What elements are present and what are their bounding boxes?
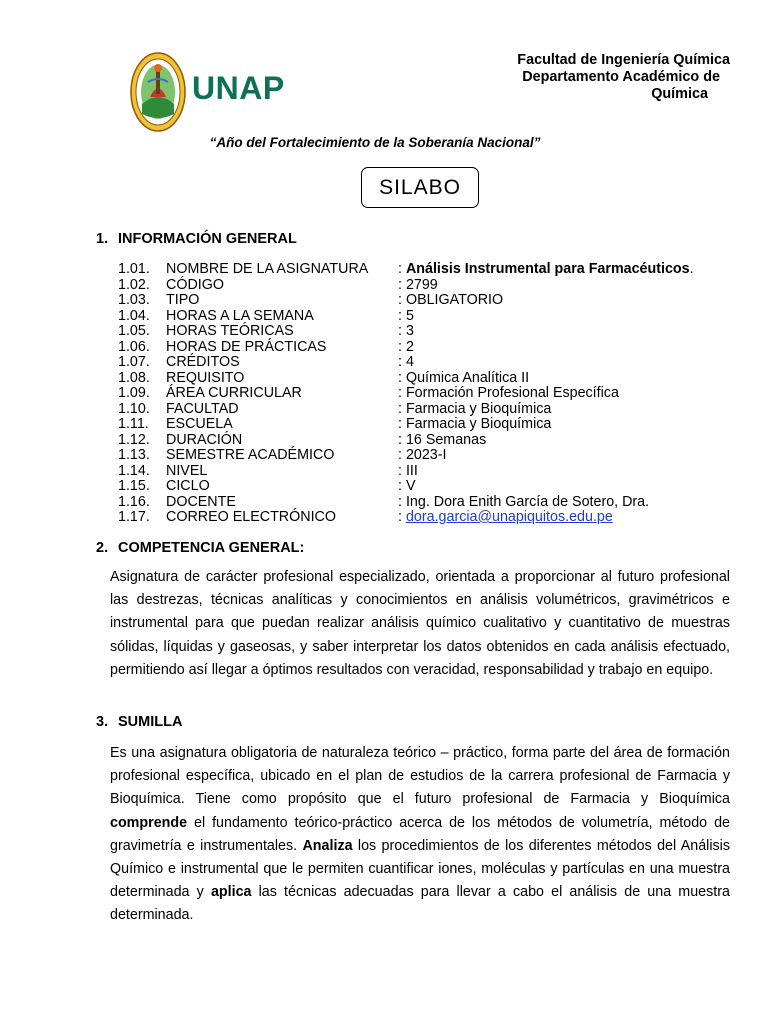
general-info-table (118, 262, 738, 526)
row-value: : 2023-I (398, 447, 447, 463)
row-key: HORAS A LA SEMANA (166, 307, 314, 324)
info-row (118, 417, 738, 433)
row-value: : V (398, 478, 416, 494)
row-number: 1.15. (118, 478, 150, 494)
row-number: 1.11. (118, 416, 149, 432)
section-number: 2. (96, 540, 109, 556)
row-number: 1.03. (118, 292, 150, 308)
info-row (118, 355, 738, 371)
sumilla-keyword: comprende (110, 814, 188, 831)
row-value: : 5 (398, 307, 414, 324)
info-row (118, 278, 738, 294)
row-number: 1.06. (118, 338, 150, 355)
document-title-box (361, 167, 479, 208)
row-number: 1.08. (118, 369, 150, 386)
row-number: 1.16. (118, 493, 150, 510)
row-key: ÁREA CURRICULAR (166, 385, 302, 401)
row-key: CICLO (166, 478, 210, 494)
row-value: : 4 (398, 354, 414, 370)
row-value: : Formación Profesional Específica (398, 385, 619, 401)
info-row (118, 309, 738, 325)
row-key: HORAS DE PRÁCTICAS (166, 338, 327, 355)
row-value: : 2 (398, 338, 414, 355)
section-heading-1 (96, 231, 297, 247)
course-name: Análisis Instrumental para Farmacéuticos (405, 261, 690, 277)
row-key: SEMESTRE ACADÉMICO (166, 447, 335, 463)
faculty-line: Química (651, 86, 708, 102)
row-key: HORAS TEÓRICAS (166, 323, 294, 339)
row-key: CRÉDITOS (166, 354, 240, 370)
row-value: : Química Analítica II (398, 369, 530, 386)
row-number: 1.09. (118, 385, 150, 401)
competence-paragraph: Asignatura de carácter profesional especializado, orientada a proporcionar al futuro profesional las destrezas, técnicas analíticas y conocimientos en análisis volumétricos, gravimétricos e instrumental para que puedan realizar análisis químico cualitativo y cuantitativo de muestras sólidas, líquidas y gaseosas, y saber interpretar los datos obtenidos en cada análisis efectuado, permitiendo así llegar a óptimos resultados con veracidad, responsabilidad y trabajo en equipo. (110, 569, 730, 678)
row-key: NIVEL (166, 462, 208, 479)
section-heading-2 (96, 540, 304, 556)
info-row (118, 495, 738, 511)
row-number: 1.13. (118, 447, 150, 463)
row-key: CORREO ELECTRÓNICO (166, 509, 336, 525)
row-number: 1.07. (118, 354, 150, 370)
sumilla-text: las técnicas adecuadas para llevar a cabo el análisis de una muestra determinada. (110, 884, 730, 924)
sumilla-keyword: Analiza (302, 837, 353, 854)
section-title: SUMILLA (118, 714, 183, 730)
row-number: 1.01. (118, 261, 150, 277)
info-row (118, 262, 738, 278)
email-link[interactable]: dora.garcia@unapiquitos.edu.pe (405, 509, 613, 525)
faculty-header (470, 52, 730, 103)
row-value: : 16 Semanas (398, 431, 487, 448)
info-row (118, 324, 738, 340)
row-key: FACULTAD (166, 400, 239, 417)
row-key: CÓDIGO (166, 276, 224, 293)
row-number: 1.12. (118, 431, 150, 448)
section-title: COMPETENCIA GENERAL: (118, 540, 305, 556)
sumilla-text: el fundamento teórico-práctico acerca de los métodos de volumetría, método de gravimetría e instrumentales. (110, 814, 730, 854)
row-number: 1.14. (118, 462, 150, 479)
row-number: 1.04. (118, 307, 150, 324)
row-value: : 3 (398, 323, 414, 339)
faculty-line: Facultad de Ingeniería Química (517, 52, 730, 68)
row-value: : Farmacia y Bioquímica (398, 416, 552, 432)
info-row (118, 371, 738, 387)
info-row (118, 448, 738, 464)
sumilla-text: los procedimientos de los diferentes métodos del Análisis Químico e instrumental que le permiten cuantificar iones, moléculas y partículas en una muestra determinada y (110, 837, 730, 901)
sumilla-paragraph (110, 742, 730, 928)
row-key: NOMBRE DE LA ASIGNATURA (166, 261, 369, 277)
info-row (118, 510, 738, 526)
section-heading-3 (96, 714, 182, 730)
info-row (118, 433, 738, 449)
row-key: DURACIÓN (166, 431, 243, 448)
info-row (118, 402, 738, 418)
row-value: : Farmacia y Bioquímica (398, 400, 552, 417)
row-number: 1.10. (118, 400, 150, 417)
row-number: 1.17. (118, 509, 150, 525)
row-key: REQUISITO (166, 369, 245, 386)
row-value: : OBLIGATORIO (398, 292, 504, 308)
row-value: : dora.garcia@unapiquitos.edu.pe (398, 509, 613, 525)
row-value: : Análisis Instrumental para Farmacéuticos. (398, 261, 694, 277)
sumilla-keyword: aplica (210, 884, 252, 901)
faculty-line: Departamento Académico de (522, 69, 720, 85)
section-number: 3. (96, 714, 109, 730)
row-value: : 2799 (398, 276, 438, 293)
section-title: INFORMACIÓN GENERAL (118, 231, 297, 247)
section-number: 1. (96, 231, 109, 247)
brand-name: UNAP (192, 70, 285, 106)
info-row (118, 293, 738, 309)
row-key: DOCENTE (166, 493, 236, 510)
university-seal-logo (130, 52, 186, 132)
year-motto: “Año del Fortalecimiento de la Soberanía Nacional” (209, 135, 541, 150)
info-row (118, 479, 738, 495)
row-value: : III (398, 462, 418, 479)
row-key: ESCUELA (166, 416, 233, 432)
row-key: TIPO (166, 292, 200, 308)
document-title: SILABO (379, 175, 461, 199)
row-value: : Ing. Dora Enith García de Sotero, Dra. (398, 493, 650, 510)
info-row (118, 464, 738, 480)
info-row (118, 340, 738, 356)
row-number: 1.02. (118, 276, 150, 293)
sumilla-text: Es una asignatura obligatoria de naturaleza teórico – práctico, forma parte del área de formación profesional específica, ubicado en el plan de estudios de la carrera profesional de Farmacia y Bioquímica. Tiene como propósito que el futuro profesional de Farmacia y Bioquímica (110, 745, 730, 808)
info-row (118, 386, 738, 402)
row-number: 1.05. (118, 323, 150, 339)
